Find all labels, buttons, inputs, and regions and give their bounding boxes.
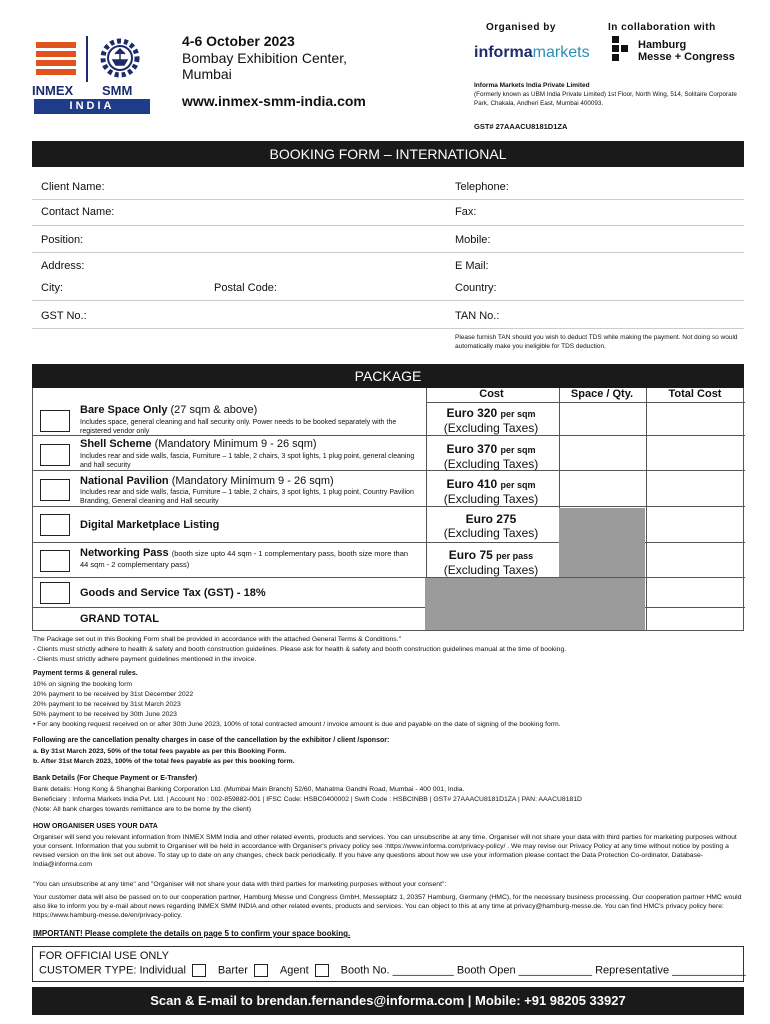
informa-logo-main: informa — [474, 44, 533, 61]
digital-marketplace-checkbox[interactable] — [40, 514, 70, 536]
column-divider — [646, 388, 647, 631]
tan-no-field[interactable]: TAN No.: — [455, 310, 500, 322]
barter-checkbox[interactable] — [254, 964, 268, 977]
booking-form-title: BOOKING FORM – INTERNATIONAL — [32, 141, 744, 167]
package-desc: Includes rear and side walls, fascia, Furniture – 1 table, 2 chairs, 3 spot lights, 1 plug point, general cleaning and hall security — [80, 453, 415, 469]
barter-label: Barter — [217, 964, 248, 977]
collaborator-line2: Messe + Congress — [638, 51, 735, 63]
package-cost — [426, 548, 556, 577]
field-divider — [32, 225, 744, 226]
package-title-text — [80, 404, 257, 416]
cost-amount: Euro 370 — [446, 442, 498, 456]
client-name-field[interactable]: Client Name: — [41, 181, 105, 193]
agent-checkbox[interactable] — [315, 964, 329, 977]
brand-smm: SMM — [102, 83, 133, 98]
cost-tax: (Excluding Taxes) — [443, 492, 539, 506]
cancellation-term: a. By 31st March 2023, 50% of the total fees payable as per this Booking Form. — [33, 748, 287, 755]
package-title-text — [80, 438, 317, 450]
customer-type-label: CUSTOMER TYPE: Individual — [39, 964, 186, 977]
cost-amount: Euro 275 — [465, 512, 517, 526]
cost-unit: per sqm — [500, 445, 536, 455]
header-divider — [426, 402, 745, 403]
event-venue: Bombay Exhibition Center, Mumbai — [182, 50, 347, 82]
privacy-text: "You can unsubscribe at any time" and "Organiser will not share your data with third parties for marketing purposes without your consent": — [33, 881, 447, 888]
bank-detail: (Note: All bank charges towards remittance are to be borne by the client) — [33, 806, 251, 813]
company-name: Informa Markets India Private Limited — [474, 82, 590, 89]
disabled-cell — [559, 508, 645, 543]
footer-contact-bar: Scan & E-mail to brendan.fernandes@informa.com | Mobile: +91 98205 33927 — [32, 987, 744, 1015]
inmex-smm-logo-icon — [32, 36, 152, 86]
package-cost — [426, 512, 556, 540]
package-cost — [426, 406, 556, 435]
networking-pass-checkbox[interactable] — [40, 550, 70, 572]
field-divider — [32, 300, 744, 301]
privacy-text: Organiser will send you relevant information from INMEX SMM India and other related events, products and services. You can unsubscribe at any time. Organiser will not share your data with third parties for marketing purposes without your consent. Information that you submit to Organiser will be held in accordance with Organiser's privacy policy see :https://www.informa.com/privacy-policy/ . We may revise our Privacy Policy at any time without notice by posting a revised version on the link set out above. To stay up to date on any changes, check back periodically. If you have any questions about how we use your information please contact the Data Protection Co-ordinator, Database-India@informa.com — [33, 834, 737, 868]
shell-scheme-checkbox[interactable] — [40, 444, 70, 466]
informa-markets-logo — [474, 44, 590, 62]
package-desc: Includes space, general cleaning and hall security only. Power needs to be booked separately with the registered vendor only — [80, 419, 397, 435]
field-divider — [32, 252, 744, 253]
payment-terms-heading: Payment terms & general rules. — [33, 670, 138, 677]
fax-field[interactable]: Fax: — [455, 206, 477, 218]
package-note: (booth size upto 44 sqm - 1 complementary pass, booth size more than 44 sqm - 2 complementary pass) — [80, 549, 409, 569]
col-total-cost: Total Cost — [668, 388, 722, 400]
gst-checkbox[interactable] — [40, 582, 70, 604]
package-title-text — [80, 475, 334, 487]
collaboration-label: In collaboration with — [608, 22, 716, 33]
company-gst: GST# 27AAACU8181D1ZA — [474, 122, 568, 131]
payment-term: 10% on signing the booking form — [33, 681, 132, 688]
package-title-text — [80, 519, 219, 531]
payment-term: 20% payment to be received by 31st March 2023 — [33, 701, 181, 708]
disabled-cell — [559, 543, 645, 577]
email-field[interactable]: E Mail: — [455, 260, 489, 272]
hamburg-messe-text — [638, 39, 735, 63]
mobile-field[interactable]: Mobile: — [455, 234, 491, 246]
important-note: IMPORTANT! Please complete the details on page 5 to confirm your space booking. — [33, 929, 351, 938]
country-field[interactable]: Country: — [455, 282, 497, 294]
collaborator-line1: Hamburg — [638, 39, 687, 51]
field-divider — [32, 328, 744, 329]
cost-amount: Euro 320 — [446, 406, 498, 420]
grand-total-label: GRAND TOTAL — [80, 613, 160, 625]
col-cost: Cost — [479, 388, 504, 400]
cost-tax: (Excluding Taxes) — [443, 457, 539, 471]
package-note: (Mandatory Minimum 9 - 26 sqm) — [154, 438, 317, 450]
disabled-cell — [425, 578, 645, 630]
payment-term: 50% payment to be received by 30th June 2023 — [33, 711, 177, 718]
brand-inmex: INMEX — [32, 83, 74, 98]
postal-code-field[interactable]: Postal Code: — [214, 282, 277, 294]
col-space-qty: Space / Qty. — [570, 388, 634, 400]
event-date: 4-6 October 2023 — [182, 33, 295, 49]
gst-label: Goods and Service Tax (GST) - 18% — [80, 587, 266, 599]
cancellation-heading: Following are the cancellation penalty charges in case of the cancellation by the exhibitor / client /sponsor: — [33, 737, 390, 744]
terms-bullet: - Clients must strictly adhere to health & safety and booth construction guidelines. Please ask for health & safety and booth construction guidelines manual at the time of booking. — [33, 646, 567, 653]
agent-label: Agent — [279, 964, 309, 977]
cost-amount: Euro 410 — [446, 477, 498, 491]
package-title-text — [80, 548, 410, 570]
bank-detail: Bank details: Hong Kong & Shanghai Banking Corporation Ltd. (Mumbai Main Branch) 52/60, Mahatma Gandhi Road, Mumbai - 400 001, India. — [33, 786, 465, 793]
row-divider — [33, 470, 745, 471]
package-note: (27 sqm & above) — [170, 404, 258, 416]
package-name: Shell Scheme — [80, 438, 152, 450]
cancellation-term: b. After 31st March 2023, 100% of the total fees payable as per this booking form. — [33, 758, 295, 765]
tan-note: Please furnish TAN should you wish to deduct TDS while making the payment. Not doing so would automatically make you ineligible for TDS deduction. — [455, 334, 738, 350]
package-title: PACKAGE — [32, 364, 744, 388]
event-website[interactable]: www.inmex-smm-india.com — [182, 93, 366, 109]
payment-term: • For any booking request received on or after 30th June 2023, 100% of total contracted amount / invoice amount is due and payable on the date of signing of the booking form. — [33, 721, 561, 728]
field-divider — [32, 199, 744, 200]
brand-india: INDIA — [34, 99, 150, 114]
package-desc: Includes rear and side walls, fascia, Furniture – 1 table, 2 chairs, 3 spot lights, 1 plug point, Country Pavilion Branding, General cleaning and Hall security — [80, 489, 414, 505]
package-name: National Pavilion — [80, 475, 169, 487]
cost-unit: per sqm — [500, 480, 536, 490]
representative-field[interactable]: Representative ____________ — [595, 964, 746, 977]
organised-by-label: Organised by — [486, 22, 556, 33]
booth-no-field[interactable]: Booth No. __________ — [340, 964, 454, 977]
privacy-text: Your customer data will also be passed on to our cooperation partner, Hamburg Messe und Congress GmbH, Messeplatz 1, 20357 Hamburg, Germany (HMC), for the necessary business processing. Our cooperation partner HMC would also like to inform you by e-mail about news regarding INMEX SMM INDIA and other related events, products and services. You can object to this at any time at privacy@hamburg-messe.de. You can find HMC's privacy policy here: https://www.hamburg-messe.de/en/privacy-policy. — [33, 894, 742, 919]
official-use-box — [32, 946, 744, 982]
package-note: (Mandatory Minimum 9 - 26 sqm) — [171, 475, 334, 487]
official-use-row — [39, 964, 746, 977]
cost-tax: (Excluding Taxes) — [443, 563, 539, 577]
package-name: Digital Marketplace Listing — [80, 519, 220, 531]
package-cost — [426, 442, 556, 471]
page-header — [0, 0, 770, 140]
contact-name-field[interactable]: Contact Name: — [41, 206, 115, 218]
address-field[interactable]: Address: — [41, 260, 85, 272]
booth-open-field[interactable]: Booth Open ____________ — [456, 964, 593, 977]
city-field[interactable]: City: — [41, 282, 63, 294]
gst-no-field[interactable]: GST No.: — [41, 310, 87, 322]
payment-term: 20% payment to be received by 31st December 2022 — [33, 691, 194, 698]
informa-logo-sub: markets — [532, 44, 590, 61]
bare-space-checkbox[interactable] — [40, 410, 70, 432]
cost-tax: (Excluding Taxes) — [443, 421, 539, 435]
row-divider — [33, 506, 745, 507]
hamburg-messe-icon — [612, 36, 632, 62]
official-use-label: FOR OFFICIAl USE ONLY — [39, 950, 169, 962]
cost-amount: Euro 75 — [448, 548, 493, 562]
package-name: Bare Space Only — [80, 404, 168, 416]
cost-unit: per pass — [496, 551, 534, 561]
individual-checkbox[interactable] — [192, 964, 206, 977]
bank-details-heading: Bank Details (For Cheque Payment or E-Transfer) — [33, 775, 198, 782]
national-pavilion-checkbox[interactable] — [40, 479, 70, 501]
package-cost — [426, 477, 556, 506]
company-address: (Formerly known as UBM India Private Limited) 1st Floor, North Wing, 514, Solitaire Corporate Park, Chakala, Andheri East, Mumbai 400093. — [474, 91, 737, 107]
terms-bullet: - Clients must strictly adhere payment guidelines mentioned in the invoice. — [33, 656, 257, 663]
cost-tax: (Excluding Taxes) — [443, 526, 539, 540]
privacy-heading: HOW ORGANISER USES YOUR DATA — [33, 823, 158, 830]
cost-unit: per sqm — [500, 409, 536, 419]
position-field[interactable]: Position: — [41, 234, 84, 246]
terms-intro: The Package set out in this Booking Form shall be provided in accordance with the attached General Terms & Conditions." — [33, 636, 402, 643]
package-name: Networking Pass — [80, 547, 169, 559]
bank-detail: Beneficiary : Informa Markets India Pvt. Ltd. | Account No : 002-859882-001 | IFSC Code: HSBC0400002 | Swift Code : HSBCINBB | GST# 27AAACU8181D1ZA | PAN: AAACU8181D — [33, 796, 582, 803]
telephone-field[interactable]: Telephone: — [455, 181, 509, 193]
